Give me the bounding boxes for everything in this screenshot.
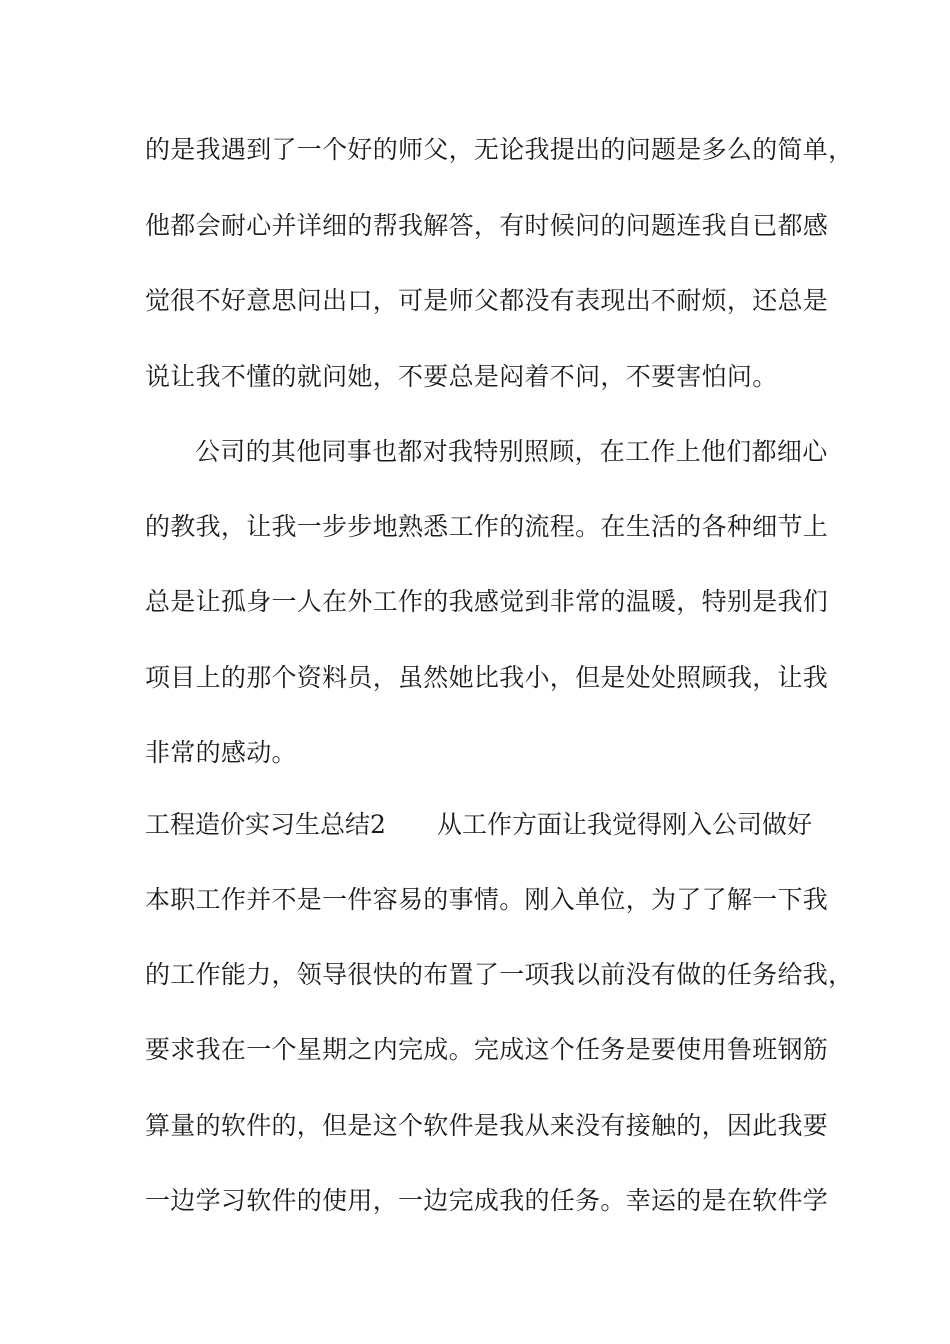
paragraph-line: 项目上的那个资料员，虽然她比我小，但是处处照顾我，让我: [145, 663, 829, 692]
paragraph-line: 的是我遇到了一个好的师父，无论我提出的问题是多么的简单，: [145, 135, 854, 164]
paragraph-line: 说让我不懂的就问她，不要总是闷着不问，不要害怕问。: [145, 362, 778, 391]
paragraph-line: 的工作能力，领导很快的布置了一项我以前没有做的任务给我，: [145, 960, 854, 989]
paragraph-line: 公司的其他同事也都对我特别照顾，在工作上他们都细心: [195, 437, 828, 466]
paragraph-line: 本职工作并不是一件容易的事情。刚入单位，为了了解一下我: [145, 885, 829, 914]
paragraph-line: 的教我，让我一步步地熟悉工作的流程。在生活的各种细节上: [145, 512, 829, 541]
section-heading-line: [145, 805, 845, 845]
section-title: 工程造价实习生总结2: [145, 810, 386, 839]
paragraph-line: 他都会耐心并详细的帮我解答，有时候问的问题连我自已都感: [145, 211, 829, 240]
paragraph-line: 算量的软件的，但是这个软件是我从来没有接触的，因此我要: [145, 1111, 829, 1140]
paragraph-line: 一边学习软件的使用，一边完成我的任务。幸运的是在软件学: [145, 1186, 829, 1215]
paragraph-line: 总是让孤身一人在外工作的我感觉到非常的温暖，特别是我们: [145, 587, 829, 616]
paragraph-line: 要求我在一个星期之内完成。完成这个任务是要使用鲁班钢筋: [145, 1035, 829, 1064]
paragraph-line: 觉很不好意思问出口，可是师父都没有表现出不耐烦，还总是: [145, 286, 829, 315]
paragraph-line: 非常的感动。: [145, 738, 297, 767]
paragraph-line: 从工作方面让我觉得刚入公司做好: [437, 810, 813, 839]
